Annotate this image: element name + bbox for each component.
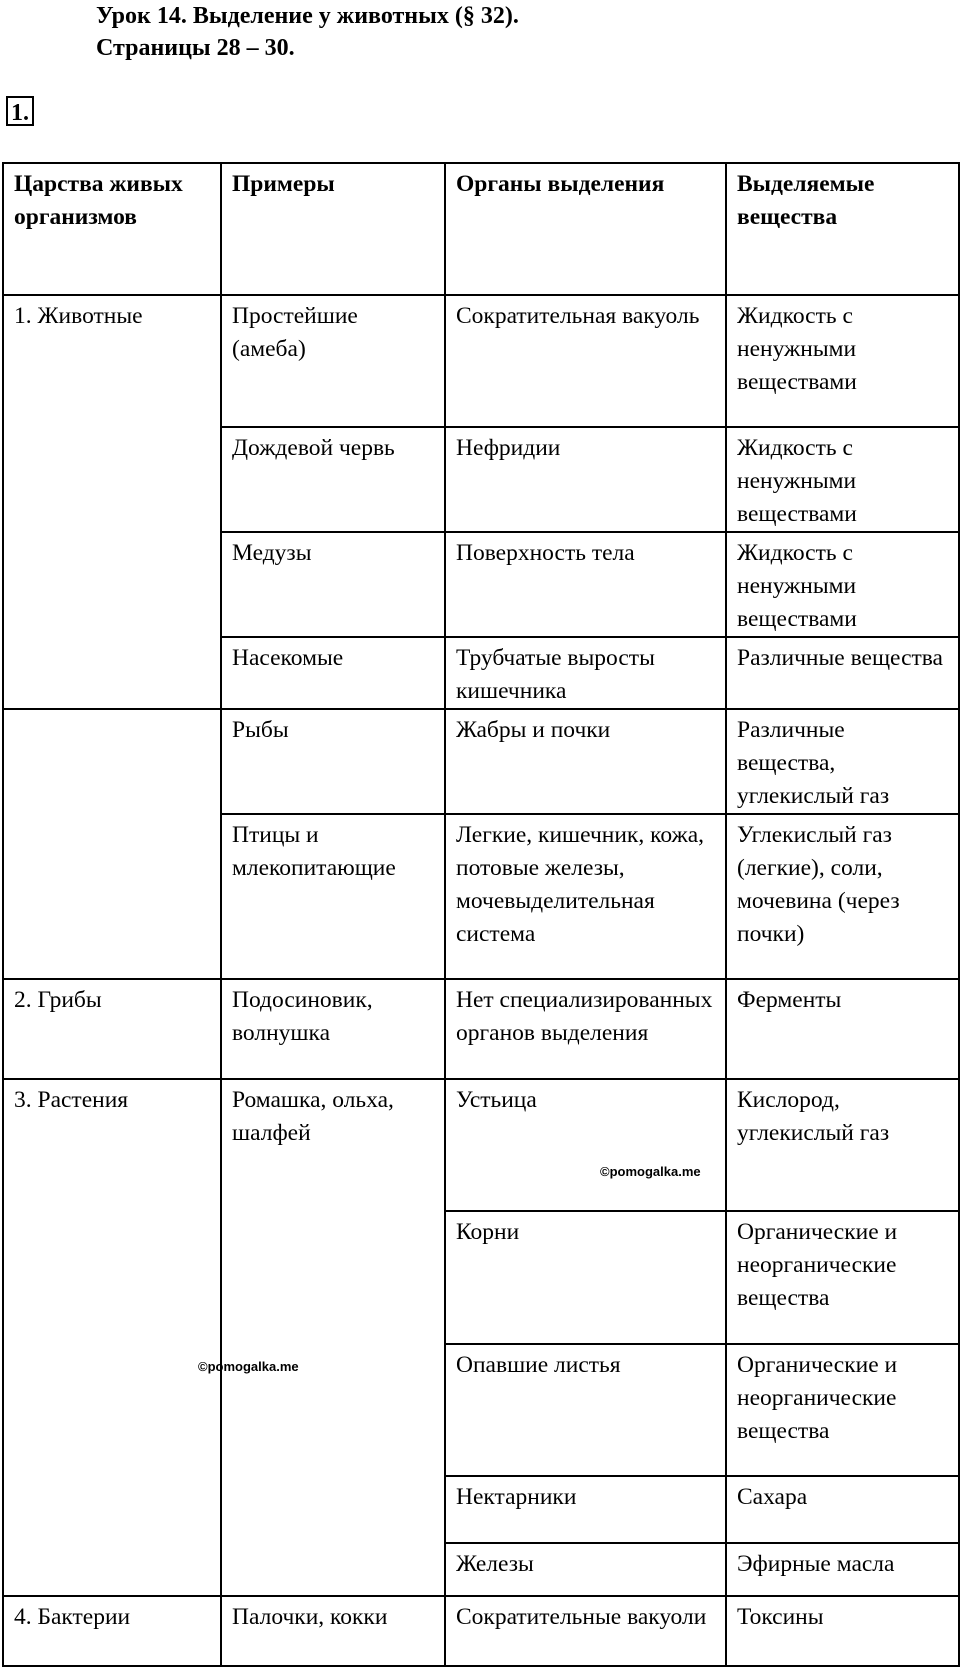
- organs-cell: Опавшие листья: [445, 1344, 726, 1476]
- table-header-row: [3, 163, 959, 295]
- kingdom-cell: 4. Бактерии: [3, 1596, 221, 1666]
- task-number: 1.: [6, 96, 34, 126]
- example-cell: Дождевой червь: [221, 427, 445, 532]
- kingdom-cell: [3, 709, 221, 979]
- table-row: [3, 979, 959, 1079]
- column-header: Примеры: [221, 163, 445, 295]
- organs-cell: Сократительные вакуоли: [445, 1596, 726, 1666]
- substances-cell: Жидкость с ненужными веществами: [726, 295, 959, 427]
- organs-cell: Нет специализированных органов выделения: [445, 979, 726, 1079]
- column-header: Выделяемые вещества: [726, 163, 959, 295]
- substances-cell: Органические и неорганические вещества: [726, 1344, 959, 1476]
- organs-cell: Нектарники: [445, 1476, 726, 1543]
- organs-cell: Железы: [445, 1543, 726, 1596]
- substances-cell: Эфирные масла: [726, 1543, 959, 1596]
- lesson-title: Урок 14. Выделение у животных (§ 32).: [96, 3, 519, 29]
- organs-cell: Нефридии: [445, 427, 726, 532]
- example-cell: Рыбы: [221, 709, 445, 814]
- example-cell: Простейшие (амеба): [221, 295, 445, 427]
- watermark: ©pomogalka.me: [198, 1359, 299, 1374]
- watermark: ©pomogalka.me: [600, 1164, 701, 1179]
- column-header: Органы выделения: [445, 163, 726, 295]
- substances-cell: Ферменты: [726, 979, 959, 1079]
- lesson-header: [96, 0, 519, 64]
- substances-cell: Жидкость с ненужными веществами: [726, 532, 959, 637]
- organs-cell: Устьица: [445, 1079, 726, 1211]
- substances-cell: Токсины: [726, 1596, 959, 1666]
- example-cell: Подосиновик, волнушка: [221, 979, 445, 1079]
- lesson-pages: Страницы 28 – 30.: [96, 35, 295, 61]
- organs-cell: Легкие, кишечник, кожа, потовые железы, мочевыделительная система: [445, 814, 726, 979]
- substances-cell: Различные вещества: [726, 637, 959, 709]
- kingdom-cell: 2. Грибы: [3, 979, 221, 1079]
- example-cell: Палочки, кокки: [221, 1596, 445, 1666]
- table-row: [3, 1596, 959, 1666]
- organs-cell: Поверхность тела: [445, 532, 726, 637]
- example-cell: Ромашка, ольха, шалфей: [221, 1079, 445, 1596]
- table-row: [3, 709, 959, 814]
- example-cell: Медузы: [221, 532, 445, 637]
- example-cell: Птицы и млекопитающие: [221, 814, 445, 979]
- organs-cell: Жабры и почки: [445, 709, 726, 814]
- organs-cell: Корни: [445, 1211, 726, 1344]
- example-cell: Насекомые: [221, 637, 445, 709]
- kingdom-cell: 1. Животные: [3, 295, 221, 709]
- column-header: Царства живых организмов: [3, 163, 221, 295]
- substances-cell: Органические и неорганические вещества: [726, 1211, 959, 1344]
- substances-cell: Кислород, углекислый газ: [726, 1079, 959, 1211]
- substances-cell: Сахара: [726, 1476, 959, 1543]
- substances-cell: Различные вещества, углекислый газ: [726, 709, 959, 814]
- excretion-table: [2, 162, 960, 1667]
- substances-cell: Жидкость с ненужными веществами: [726, 427, 959, 532]
- kingdom-cell: 3. Растения: [3, 1079, 221, 1596]
- organs-cell: Трубчатые выросты кишечника: [445, 637, 726, 709]
- table-row: [3, 295, 959, 427]
- table-row: [3, 1079, 959, 1211]
- organs-cell: Сократительная вакуоль: [445, 295, 726, 427]
- substances-cell: Углекислый газ (легкие), соли, мочевина (через почки): [726, 814, 959, 979]
